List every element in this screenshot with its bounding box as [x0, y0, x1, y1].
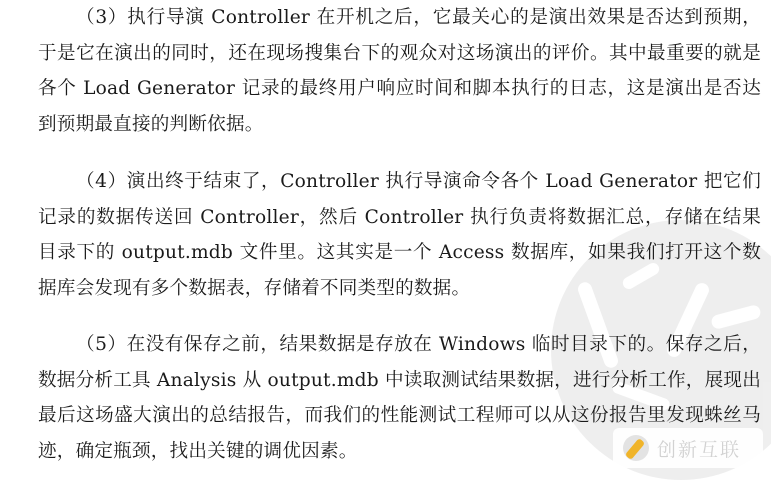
brand-name: 创新互联: [657, 438, 742, 461]
cx-logo-icon: [623, 435, 649, 461]
brand-watermark-logo: [613, 428, 763, 468]
paragraph-4: （4）演出终于结束了，Controller 执行导演命令各个 Load Generator 把它们记录的数据传送回 Controller，然后 Controller 执行负责将数据汇总，存储在结果目录下的 output.mdb 文件里。这其实是一个 Access 数据库，如果我们打开这个数据库会发现有多个数据表，存储着不同类型的数据。: [38, 171, 761, 299]
paragraph-5: （5）在没有保存之前，结果数据是存放在 Windows 临时目录下的。保存之后，数据分析工具 Analysis 从 output.mdb 中读取测试结果数据，进行分析工作，展现出最后这场盛大演出的总结报告，而我们的性能测试工程师可以从这份报告里发现蛛丝马迹，确定瓶颈，找出关键的调优因素。: [38, 334, 761, 462]
paragraph-3: （3）执行导演 Controller 在开机之后，它最关心的是演出效果是否达到预期，于是它在演出的同时，还在现场搜集台下的观众对这场演出的评价。其中最重要的就是各个 Load Generator 记录的最终用户响应时间和脚本执行的日志，这是演出是否达到预期最直接的判断依据。: [38, 7, 761, 135]
